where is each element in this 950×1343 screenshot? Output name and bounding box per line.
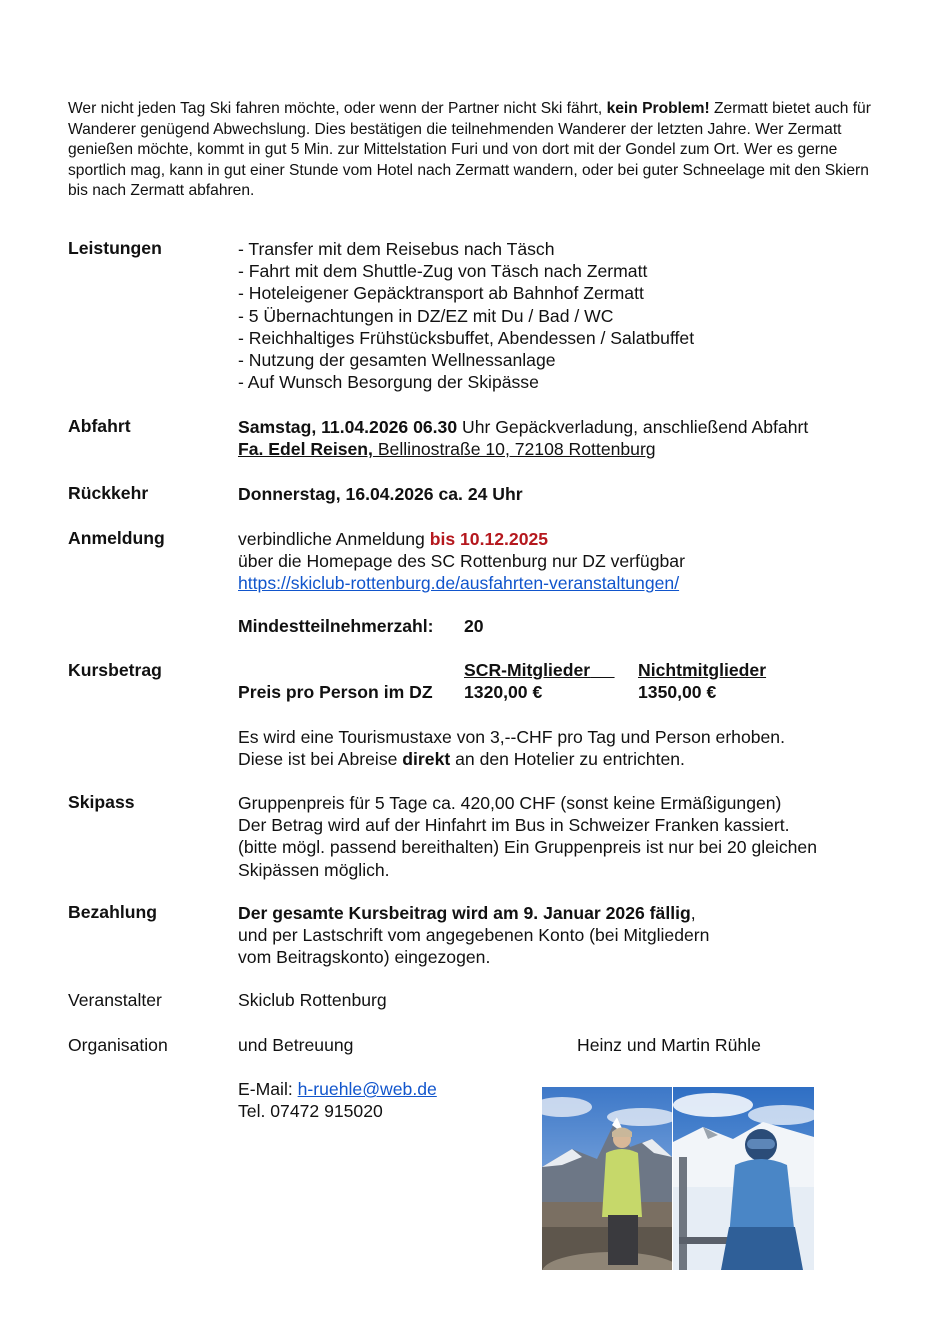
anmeldung-homepage-text: über die Homepage des SC Rottenburg nur DZ verfügbar	[238, 551, 685, 572]
email-label: E-Mail:	[238, 1079, 298, 1099]
organisation-value: und Betreuung	[238, 1035, 354, 1055]
bezahlung-line: und per Lastschrift vom angegebenen Konto (bei Mitgliedern	[238, 925, 710, 946]
leistung-item: - Transfer mit dem Reisebus nach Täsch	[238, 239, 555, 259]
veranstalter-value: Skiclub Rottenburg	[238, 990, 387, 1010]
anmeldung-deadline: bis 10.12.2025	[429, 529, 549, 549]
bezahlung-label: Bezahlung	[68, 902, 157, 922]
leistung-item: - Nutzung der gesamten Wellnessanlage	[238, 350, 556, 371]
email-link[interactable]: h-ruehle@web.de	[297, 1079, 437, 1099]
skipass-line: Gruppenpreis für 5 Tage ca. 420,00 CHF (sonst keine Ermäßigungen)	[238, 793, 782, 813]
organisation-label: Organisation	[68, 1035, 168, 1055]
abfahrt-details	[238, 416, 898, 460]
intro-text-2: Zermatt bietet auch für Wanderer genügend Abwechslung. Dies bestätigen die teilnehmenden Wanderer der letzten Jahre. Wer Zermatt genießen möchte, kommt in gut 5 Min. zur Mittelstation Furi und von dort mit der Gondel zum Ort. Wer es gerne sportlich mag, kann in gut einer Stunde vom Hotel nach Zermatt wandern, oder bei guter Schneelage mit den Skiern bis nach Zermatt abfahren.	[68, 100, 871, 200]
leistungen-list	[238, 238, 898, 393]
rueckkehr-date: Donnerstag, 16.04.2026 ca. 24 Uhr	[238, 484, 523, 504]
tax-line-2a: Diese ist bei Abreise	[238, 749, 403, 770]
abfahrt-address: Bellinostraße 10, 72108 Rottenburg	[372, 439, 656, 460]
rueckkehr-label: Rückkehr	[68, 483, 149, 503]
photo-hiker-matterhorn	[542, 1087, 672, 1270]
leistung-item: - 5 Übernachtungen in DZ/EZ mit Du / Bad / WC	[238, 305, 614, 326]
price-header-nonmembers: Nichtmitglieder	[638, 660, 767, 680]
price-nonmembers: 1350,00 €	[638, 682, 717, 702]
bezahlung-comma: ,	[690, 903, 696, 923]
abfahrt-label: Abfahrt	[68, 416, 131, 436]
price-row-label: Preis pro Person im DZ	[238, 682, 433, 702]
min-participants-label: Mindestteilnehmerzahl:	[238, 616, 434, 636]
tax-line: Es wird eine Tourismustaxe von 3,--CHF pro Tag und Person erhoben.	[238, 727, 785, 747]
leistung-item: - Reichhaltiges Frühstücksbuffet, Abendessen / Salatbuffet	[238, 327, 695, 348]
anmeldung-details	[238, 528, 898, 595]
bezahlung-line: vom Beitragskonto) eingezogen.	[238, 947, 491, 968]
abfahrt-date: Samstag, 11.04.2026 06.30	[238, 417, 458, 437]
price-members: 1320,00 €	[464, 682, 543, 702]
kursbetrag-label: Kursbetrag	[68, 660, 162, 680]
bezahlung-details	[238, 902, 898, 969]
organisation-names: Heinz und Martin Rühle	[577, 1035, 761, 1055]
abfahrt-info: Uhr Gepäckverladung, anschließend Abfahrt	[457, 417, 809, 437]
price-header-members: SCR-Mitglieder	[464, 660, 591, 680]
leistung-item: - Hoteleigener Gepäcktransport ab Bahnhof Zermatt	[238, 283, 644, 304]
skipass-line: (bitte mögl. passend bereithalten) Ein Gruppenpreis ist nur bei 20 gleichen	[238, 837, 817, 858]
anmeldung-label: Anmeldung	[68, 528, 165, 548]
contact-phone: Tel. 07472 915020	[238, 1101, 383, 1121]
intro-text-1: Wer nicht jeden Tag Ski fahren möchte, oder wenn der Partner nicht Ski fährt,	[68, 100, 607, 117]
tourist-tax-info	[238, 726, 898, 770]
leistung-item: - Auf Wunsch Besorgung der Skipässe	[238, 372, 539, 393]
contact-email	[238, 1079, 437, 1100]
anmeldung-link[interactable]: https://skiclub-rottenburg.de/ausfahrten-veranstaltungen/	[238, 573, 680, 594]
veranstalter-label: Veranstalter	[68, 990, 162, 1010]
abfahrt-company: Fa. Edel Reisen,	[238, 439, 373, 460]
skipass-line: Skipässen möglich.	[238, 859, 390, 880]
leistungen-label: Leistungen	[68, 238, 162, 258]
tax-line-2c: an den Hotelier zu entrichten.	[450, 749, 685, 770]
photo-hiker-image	[542, 1087, 672, 1270]
tax-line-2b: direkt	[402, 749, 451, 770]
skipass-details	[238, 792, 898, 881]
intro-highlight: kein Problem!	[606, 100, 710, 117]
photo-skier-image	[673, 1087, 814, 1270]
skipass-line: Der Betrag wird auf der Hinfahrt im Bus in Schweizer Franken kassiert.	[238, 815, 790, 836]
leistung-item: - Fahrt mit dem Shuttle-Zug von Täsch nach Zermatt	[238, 261, 648, 282]
skipass-label: Skipass	[68, 792, 135, 812]
min-participants-value: 20	[464, 616, 484, 636]
bezahlung-due: Der gesamte Kursbeitrag wird am 9. Januar 2026 fällig	[238, 903, 691, 923]
intro-paragraph	[68, 99, 888, 202]
photo-skier-chairlift	[673, 1087, 814, 1270]
anmeldung-text: verbindliche Anmeldung	[238, 529, 430, 549]
